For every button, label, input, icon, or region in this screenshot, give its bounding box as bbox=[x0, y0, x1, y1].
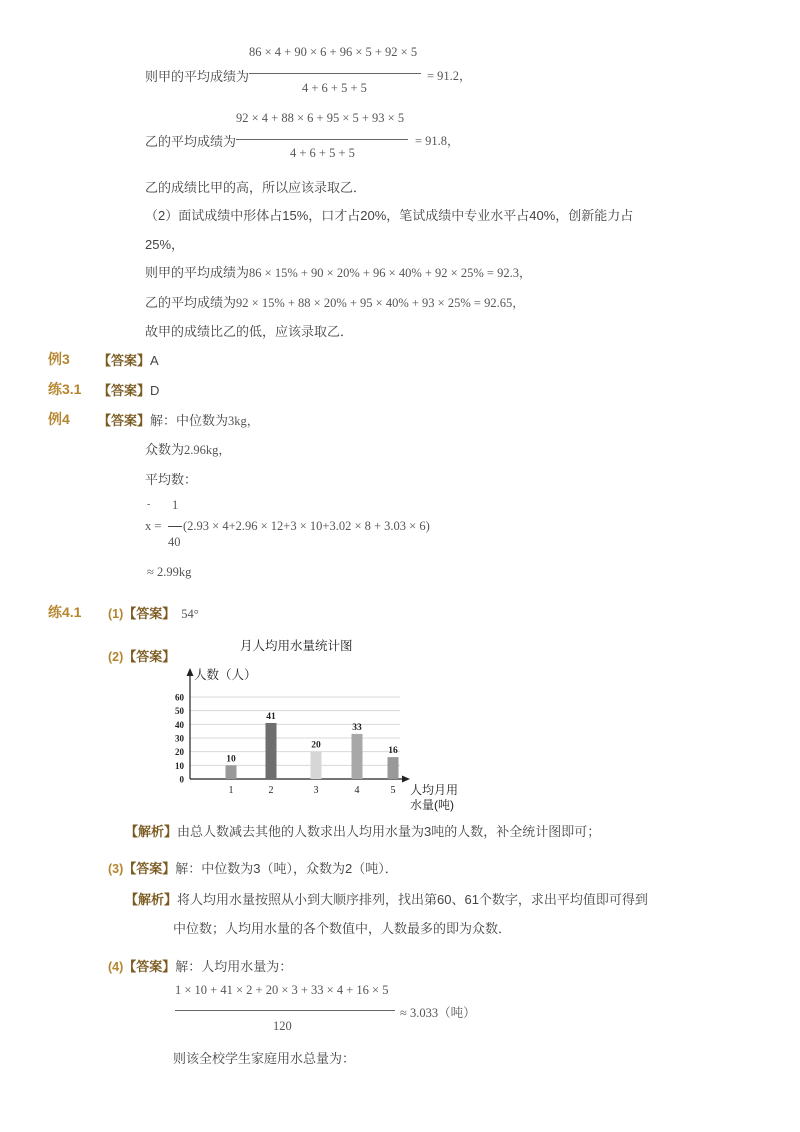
analysis-tag: 【解析】 bbox=[125, 824, 178, 839]
yi2-label: 乙的平均成绩为 bbox=[145, 295, 237, 310]
conclusion2: 故甲的成绩比乙的低，应该录取乙． bbox=[145, 324, 354, 339]
jia2-formula: 86 × 15% + 90 × 20% + 96 × 40% + 92 × 25% = 92.3， bbox=[249, 266, 532, 280]
fraction-bar bbox=[168, 526, 182, 527]
answer-tag: 【答案】 bbox=[98, 353, 151, 368]
q3-analysis bbox=[125, 889, 648, 908]
q2-analysis bbox=[125, 821, 600, 840]
example-4-line2 bbox=[145, 439, 231, 458]
q4-result: ≈ 3.033（吨） bbox=[400, 1006, 476, 1020]
bar-value-label: 10 bbox=[226, 754, 236, 765]
bar-chart bbox=[160, 632, 470, 818]
practice-3-1-tag: 练3.1 bbox=[48, 381, 82, 397]
fraction-bar bbox=[175, 1010, 395, 1011]
y-tick-label: 60 bbox=[175, 692, 184, 703]
x-tick-label: 2 bbox=[268, 785, 274, 796]
x-tick-label: 5 bbox=[390, 785, 396, 796]
answer-value: D bbox=[150, 383, 160, 398]
yi-result: = 91.8， bbox=[415, 134, 460, 148]
median-value: 3kg， bbox=[228, 414, 260, 428]
answer-tag: 【答案】 bbox=[123, 861, 176, 876]
question-number: (1) bbox=[108, 607, 124, 621]
mean-heading: 平均数： bbox=[145, 472, 198, 487]
practice-3-1-answer bbox=[98, 380, 159, 399]
analysis-text: 由总人数减去其他的人数求出人均用水量为3吨的人数，补全统计图即可； bbox=[177, 824, 601, 839]
example-3-answer bbox=[98, 350, 159, 369]
part2-line2: 25%， bbox=[145, 237, 185, 252]
practice-4-1-tag: 练4.1 bbox=[48, 604, 82, 620]
yi2-line bbox=[145, 292, 525, 311]
part2-line1: （2）面试成绩中形体占15%，口才占20%，笔试成绩中专业水平占40%，创新能力占 bbox=[145, 208, 634, 223]
q1-answer bbox=[108, 603, 199, 622]
example-4-line1 bbox=[98, 410, 259, 429]
answer-value: A bbox=[150, 353, 159, 368]
chart-grid bbox=[190, 697, 400, 765]
answer-tag: 【答案】 bbox=[123, 606, 176, 621]
yi-label: 乙的平均成绩为 bbox=[145, 134, 237, 149]
jia2-label: 则甲的平均成绩为 bbox=[145, 265, 250, 280]
answer-value: 54° bbox=[181, 607, 199, 621]
x-tick-label: 1 bbox=[228, 785, 234, 796]
y-tick-label: 0 bbox=[179, 774, 184, 785]
q4-last-line: 则该全校学生家庭用水总量为： bbox=[173, 1051, 356, 1066]
yi2-formula: 92 × 15% + 88 × 20% + 95 × 40% + 93 × 25% = 92.65， bbox=[236, 296, 525, 310]
y-tick-label: 20 bbox=[175, 747, 184, 758]
y-axis-arrow bbox=[187, 668, 194, 676]
answer-value: 解：人均用水量为： bbox=[175, 959, 293, 974]
bar-value-label: 20 bbox=[311, 740, 321, 751]
mean-frac-num: 1 bbox=[172, 498, 179, 512]
example-4-tag: 例4 bbox=[48, 411, 70, 427]
chart-labels bbox=[175, 693, 398, 797]
example-3-tag: 例3 bbox=[48, 351, 70, 367]
q4-denominator: 120 bbox=[273, 1019, 292, 1033]
y-tick-label: 40 bbox=[175, 719, 184, 730]
answer-value: 解：中位数为3（吨），众数为2（吨）． bbox=[175, 861, 398, 876]
x-axis-arrow bbox=[402, 776, 410, 783]
median-text: 解：中位数为 bbox=[150, 413, 229, 428]
q4-answer bbox=[108, 956, 292, 975]
bar bbox=[388, 757, 399, 779]
q3-analysis-line2: 中位数；人均用水量的各个数值中，人数最多的即为众数． bbox=[173, 921, 512, 936]
bar-value-label: 41 bbox=[266, 711, 276, 722]
mean-frac-den: 40 bbox=[168, 535, 181, 549]
x-tick-label: 4 bbox=[354, 785, 360, 796]
q3-answer bbox=[108, 858, 398, 877]
yi-numerator: 92 × 4 + 88 × 6 + 95 × 5 + 93 × 5 bbox=[236, 111, 405, 125]
answer-tag: 【答案】 bbox=[98, 383, 151, 398]
analysis-tag: 【解析】 bbox=[125, 892, 178, 907]
bar-value-label: 16 bbox=[388, 746, 398, 757]
answer-tag: 【答案】 bbox=[123, 649, 176, 664]
jia-label: 则甲的平均成绩为 bbox=[145, 69, 250, 84]
conclusion: 乙的成绩比甲的高，所以应该录取乙． bbox=[145, 180, 367, 195]
bar bbox=[352, 734, 363, 779]
answer-tag: 【答案】 bbox=[98, 413, 151, 428]
chart-x-axis-label: 水量(吨) bbox=[410, 798, 454, 812]
y-tick-label: 10 bbox=[175, 760, 184, 771]
question-number: (3) bbox=[108, 862, 124, 876]
bar bbox=[226, 765, 237, 779]
chart-x-axis-label: 人均月用 bbox=[410, 783, 459, 797]
analysis-text: 将人均用水量按照从小到大顺序排列，找出第60、61个数字，求出平均值即可得到 bbox=[177, 892, 648, 907]
jia-numerator: 86 × 4 + 90 × 6 + 96 × 5 + 92 × 5 bbox=[249, 45, 418, 59]
jia-result: = 91.2， bbox=[427, 69, 472, 83]
chart-bars bbox=[226, 723, 399, 779]
bar bbox=[311, 752, 322, 779]
mean-x-eq: x = bbox=[145, 519, 162, 533]
mode-text: 众数为 bbox=[145, 442, 185, 457]
answer-tag: 【答案】 bbox=[123, 959, 176, 974]
x-tick-label: 3 bbox=[313, 785, 319, 796]
fraction-bar bbox=[236, 139, 408, 140]
y-tick-label: 50 bbox=[175, 706, 184, 717]
q4-numerator: 1 × 10 + 41 × 2 + 20 × 3 + 33 × 4 + 16 × 5 bbox=[175, 983, 389, 997]
mode-value: 2.96kg， bbox=[184, 443, 231, 457]
jia-denominator: 4 + 6 + 5 + 5 bbox=[302, 81, 367, 95]
y-tick-label: 30 bbox=[175, 733, 184, 744]
question-number: (2) bbox=[108, 650, 124, 664]
chart-y-axis-label: 人数（人） bbox=[194, 668, 257, 682]
fraction-bar bbox=[249, 73, 421, 74]
chart-title: 月人均用水量统计图 bbox=[240, 639, 353, 653]
jia2-line bbox=[145, 262, 531, 281]
xbar-overline: - bbox=[147, 499, 151, 510]
mean-expression: (2.93 × 4+2.96 × 12+3 × 10+3.02 × 8 + 3.03 × 6) bbox=[183, 519, 430, 533]
bar bbox=[266, 723, 277, 779]
question-number: (4) bbox=[108, 960, 124, 974]
yi-denominator: 4 + 6 + 5 + 5 bbox=[290, 146, 355, 160]
bar-value-label: 33 bbox=[352, 722, 362, 733]
mean-approx: ≈ 2.99kg bbox=[147, 565, 192, 579]
